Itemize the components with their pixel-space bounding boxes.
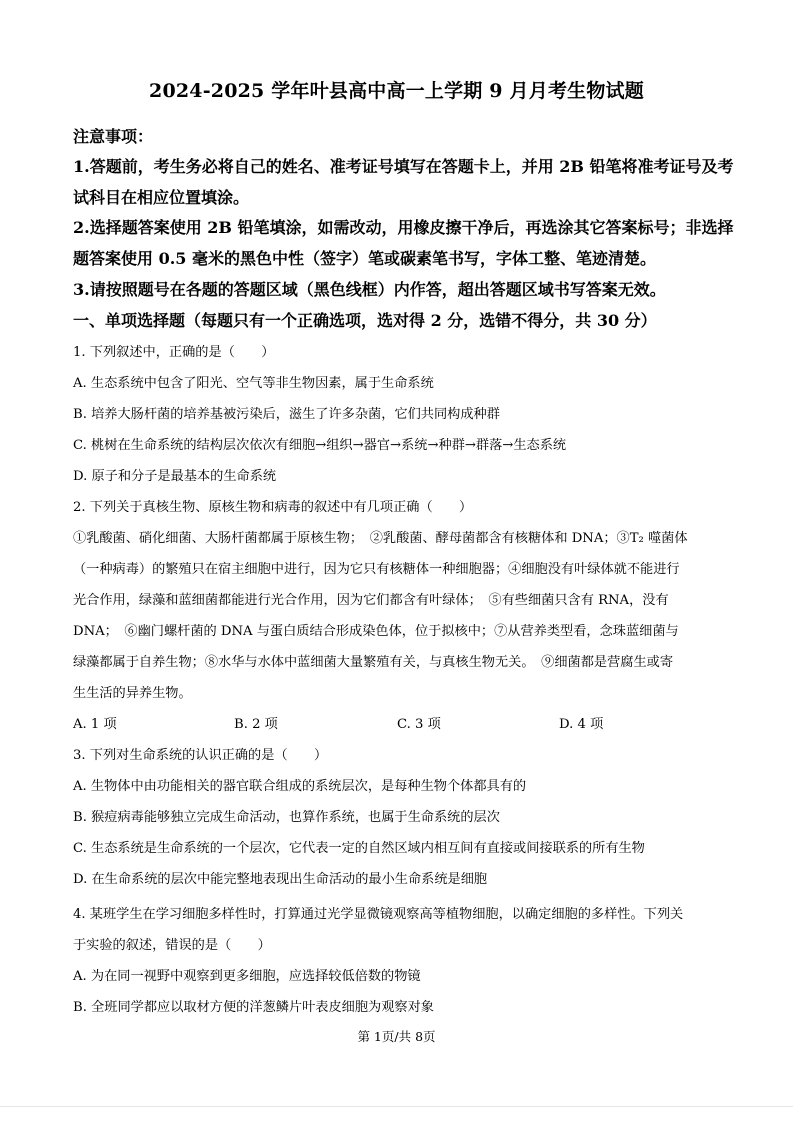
notice-item-1-cont: 试科目在相应位置填涂。 xyxy=(73,188,250,207)
q3-stem: 3. 下列对生命系统的认识正确的是（ ） xyxy=(73,748,328,763)
q3-option-c: C. 生态系统是生命系统的一个层次，它代表一定的自然区域内相互间有直接或间接联系的所有生物 xyxy=(73,841,645,856)
q2-option-a: A. 1 项 xyxy=(73,717,117,732)
q1-option-d: D. 原子和分子是最基本的生命系统 xyxy=(73,469,277,484)
q1-option-b: B. 培养大肠杆菌的培养基被污染后，滋生了许多杂菌，它们共同构成种群 xyxy=(73,407,500,422)
q2-body-line-4: DNA； ⑥幽门螺杆菌的 DNA 与蛋白质结合形成染色体，位于拟核中；⑦从营养类型看，念珠蓝细菌与 xyxy=(73,624,679,639)
q2-body-line-1: ①乳酸菌、硝化细菌、大肠杆菌都属于原核生物； ②乳酸菌、酵母菌都含有核糖体和 DNA；③T₂ 噬菌体 xyxy=(73,531,688,546)
q3-option-a: A. 生物体中由功能相关的器官联合组成的系统层次，是每种生物个体都具有的 xyxy=(73,779,527,794)
q1-option-c: C. 桃树在生命系统的结构层次依次有细胞→组织→器官→系统→种群→群落→生态系统 xyxy=(73,438,567,453)
notice-heading: 注意事项： xyxy=(73,127,154,146)
q4-stem-line-1: 4. 某班学生在学习细胞多样性时，打算通过光学显微镜观察高等植物细胞，以确定细胞的多样性。下列关 xyxy=(73,907,684,922)
q4-option-a: A. 为在同一视野中观察到更多细胞，应选择较低倍数的物镜 xyxy=(73,969,421,984)
page-footer: 第 1页/共 8页 xyxy=(357,1029,436,1044)
notice-item-2: 2.选择题答案使用 2B 铅笔填涂，如需改动，用橡皮擦干净后，再选涂其它答案标号；非选择 xyxy=(73,218,734,237)
q3-option-b: B. 猴痘病毒能够独立完成生命活动，也算作系统，也属于生命系统的层次 xyxy=(73,810,500,825)
q1-stem: 1. 下列叙述中，正确的是（ ） xyxy=(73,345,275,360)
q4-stem-line-2: 于实验的叙述，错误的是（ ） xyxy=(73,938,271,953)
q2-body-line-5: 绿藻都属于自养生物；⑧水华与水体中蓝细菌大量繁殖有关，与真核生物无关。 ⑨细菌都是营腐生或寄 xyxy=(73,655,674,670)
notice-item-3: 3.请按照题号在各题的答题区域（黑色线框）内作答，超出答题区域书写答案无效。 xyxy=(73,280,666,299)
q2-body-line-3: 光合作用，绿藻和蓝细菌都能进行光合作用，因为它们都含有叶绿体； ⑤有些细菌只含有 RNA，没有 xyxy=(73,593,669,608)
bottom-divider xyxy=(0,1106,793,1107)
q2-option-c: C. 3 项 xyxy=(397,717,441,732)
q1-option-a: A. 生态系统中包含了阳光、空气等非生物因素，属于生命系统 xyxy=(73,376,434,391)
q2-stem: 2. 下列关于真核生物、原核生物和病毒的叙述中有几项正确（ ） xyxy=(73,500,473,515)
q2-body-line-2: （一种病毒）的繁殖只在宿主细胞中进行，因为它只有核糖体一种细胞器；④细胞没有叶绿体就不能进行 xyxy=(73,562,680,577)
notice-item-2-cont: 题答案使用 0.5 毫米的黑色中性（签字）笔或碳素笔书写，字体工整、笔迹清楚。 xyxy=(73,249,656,268)
exam-title: 2024-2025 学年叶县高中高一上学期 9 月月考生物试题 xyxy=(149,80,644,102)
q2-option-d: D. 4 项 xyxy=(559,717,604,732)
q3-option-d: D. 在生命系统的层次中能完整地表现出生命活动的最小生命系统是细胞 xyxy=(73,872,488,887)
q2-option-b: B. 2 项 xyxy=(234,717,278,732)
q4-option-b: B. 全班同学都应以取材方便的洋葱鳞片叶表皮细胞为观察对象 xyxy=(73,1000,434,1015)
section-heading: 一、单项选择题（每题只有一个正确选项，选对得 2 分，选错不得分，共 30 分） xyxy=(73,311,657,330)
q2-body-line-6: 生生活的异养生物。 xyxy=(73,686,192,701)
notice-item-1: 1.答题前，考生务必将自己的姓名、准考证号填写在答题卡上，并用 2B 铅笔将准考证号及考 xyxy=(73,157,734,176)
